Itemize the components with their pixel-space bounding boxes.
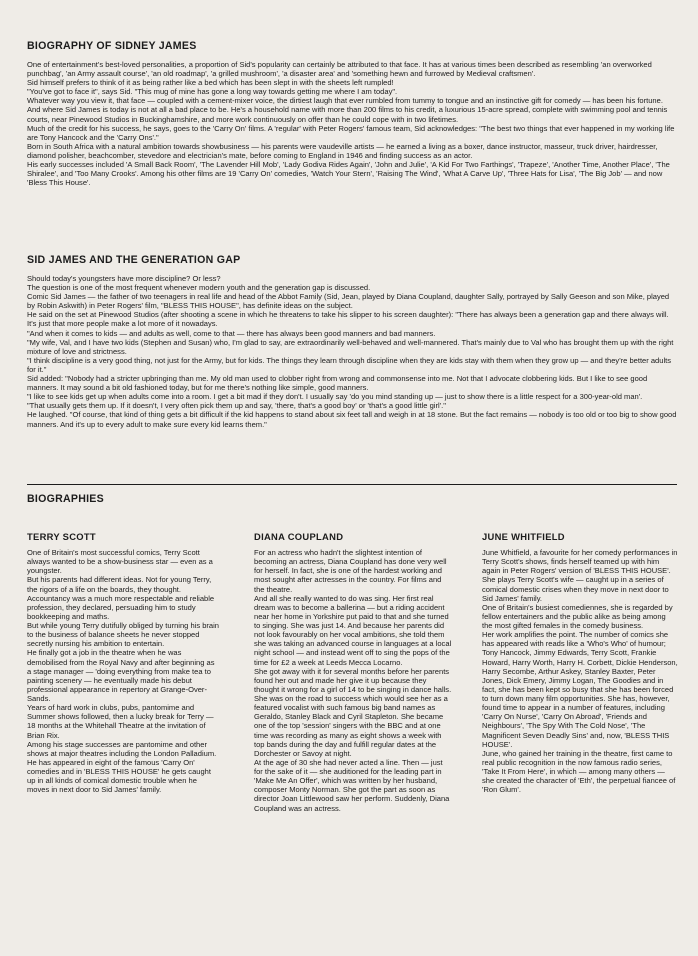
generation-gap-section xyxy=(27,254,677,429)
paragraph: For an actress who hadn't the slightest intention of becoming an actress, Diana Coupland has done very well for herself. In fact, she is one of the hardest working and most sought after actresses in the country. For films and the theatre. xyxy=(254,548,447,594)
biography-name: TERRY SCOTT xyxy=(27,531,96,542)
paragraph: She was on the road to success which would see her as a featured vocalist with such famous big band names as Geraldo, Stanley Black and Cyril Stapleton. She became one of the top 'session' singers with the BBC and at one time was recording as many as eight shows a week with top bands during the day and fulfill regular dates at the Dorchester or Savoy at night. xyxy=(254,694,448,758)
paragraph: Sid added: "Nobody had a stricter upbringing than me. My old man used to clobber right from wrong and commonsense into me. Not that I advocate clobbering kids. But I like to see good manners. It may sound a bit old fashioned today, but for me there's nothing like simple, good manners. xyxy=(27,374,648,393)
section-heading: BIOGRAPHY OF SIDNEY JAMES xyxy=(27,40,197,52)
section-heading: BIOGRAPHIES xyxy=(27,493,104,505)
paragraph: He said on the set at Pinewood Studios (after shooting a scene in which he threatens to take his slipper to his screen daughter): "There has always been a generation gap and there always will. It's just that more people make a lot more of it nowadays. xyxy=(27,310,669,329)
body-text xyxy=(27,274,677,429)
sid-james-biography-section xyxy=(27,40,677,187)
section-divider xyxy=(27,484,677,485)
paragraph: Should today's youngsters have more discipline? Or less? xyxy=(27,274,221,283)
paragraph: At the age of 30 she had never acted a line. Then — just for the sake of it — she auditioned for the leading part in 'Make Me An Offer', which was written by her husband, composer Monty Norman. She got the part as soon as director Joan Littlewood saw her perform. Suddenly, Diana Coupland was an actress. xyxy=(254,757,450,813)
paragraph: "You've got to face it", says Sid. "This mug of mine has gone a long way towards getting me where I am today". xyxy=(27,87,398,97)
paragraph: Her work amplifies the point. The number of comics she has appeared with reads like a 'Who's Who' of humour; Tony Hancock, Jimmy Edwards, Terry Scott, Frankie Howard, Harry Worth, Harry H. Corbett, Dickie Henderson, Harry Secombe, Arthur Askey, Stanley Baxter, Peter Jones, Dick Emery, Jimmy Logan, The Goodies and in fact, she has been kept so busy that she has been forced to turn down many film opportunities. She has, however, found time to appear in a number of features, including 'Carry On Nurse', 'Carry On Abroad', 'Friends and Neighbours', 'The Spy With The Cold Nose', 'The Magnificent Seven Deadly Sins' and, now, 'BLESS THIS HOUSE'. xyxy=(482,630,678,749)
june-whitfield-column xyxy=(482,531,678,794)
body-text xyxy=(27,60,677,187)
paragraph: "That usually gets them up. If it doesn't, I very often pick them up and say, 'there, that's a good boy' or 'that's a good little girl'." xyxy=(27,401,446,411)
paragraph: "I think discipline is a very good thing, not just for the Army, but for kids. The things they learn through discipline when they are kids stay with them when they grow up — and they're better adults for it." xyxy=(27,355,671,374)
paragraph: His early successes included 'A Small Back Room', 'The Lavender Hill Mob', 'Lady Godiva Rides Again', 'John and Julie', 'A Kid For Two Farthings', 'Trapeze', 'Another Time, Another Place', 'The Shiralee', and 'Too Many Crooks'. Among his other films are 19 'Carry On' comedies, 'Watch Your Stern', 'Raising The Wind', 'What A Carve Up', 'Three Hats for Lisa', 'The Big Job' — and now 'Bless This House'. xyxy=(27,160,670,188)
paragraph: "I like to see kids get up when adults come into a room. I get a bit mad if they don't. I usually say 'do you mind standing up — just to show there is a little respect for a 300-year-old man'. xyxy=(27,392,643,402)
paragraph: Years of hard work in clubs, pubs, pantomime and Summer shows followed, then a lucky break for Terry — 18 months at the Whitehall Theatre at the invitation of Brian Rix. xyxy=(27,703,214,740)
terry-scott-column xyxy=(27,531,220,794)
paragraph: "My wife, Val, and I have two kids (Stephen and Susan) who, I'm glad to say, are extraordinarily well-behaved and well-mannered. That's mainly due to Val who has brought them up with the right mixture of love and strictness. xyxy=(27,337,674,356)
paragraph: Whatever way you view it, that face — coupled with a cement-mixer voice, the dirtiest laugh that ever rumbled from tummy to tongue and an instinctive gift for comedy — has been his fortune. xyxy=(27,96,663,106)
paragraph: One of Britain's busiest comediennes, she is regarded by fellow entertainers and the public alike as being among the most gifted females in the comedy business. xyxy=(482,602,673,630)
paragraph: Much of the credit for his success, he says, goes to the 'Carry On' films. A 'regular' with Peter Rogers' famous team, Sid acknowledges: "The best two things that ever happened in my working life are Tony Hancock and the 'Carry Ons'." xyxy=(27,123,675,142)
paragraph: One of Britain's most successful comics, Terry Scott always wanted to be a show-business star — even as a youngster. xyxy=(27,548,213,576)
paragraph: He finally got a job in the theatre when he was demobilised from the Royal Navy and after beginning as a stage manager — 'doing everything from make tea to painting scenery — he eventually made his debut professional appearance in repertory at Grange-Over-Sands. xyxy=(27,648,215,703)
paragraph: June Whitfield, a favourite for her comedy performances in Terry Scott's shows, finds herself teamed up with him again in Peter Rogers' version of 'BLESS THIS HOUSE'. She plays Terry Scott's wife — caught up in a series of comical domestic crises when they move in next door to Sid James' family. xyxy=(482,548,678,603)
biography-name: JUNE WHITFIELD xyxy=(482,531,565,542)
paragraph: "And when it comes to kids — and adults as well, come to that — there has always been good manners and bad manners. xyxy=(27,328,436,338)
diana-coupland-column xyxy=(254,531,452,813)
paragraph: But while young Terry dutifully obliged by turning his brain to the business of balance sheets he never stopped secretly nursing his ambition to entertain. xyxy=(27,621,219,649)
paragraph: Born in South Africa with a natural ambition towards showbusiness — his parents were vaudeville artists — he earned a living as a boxer, dance instructor, masseur, truck driver, hairdresser, diamond polisher, beachcomber, stevedore and electrician's mate, before coming to England in 1946 and finding success as an actor. xyxy=(27,141,658,160)
paragraph: The question is one of the most frequent whenever modern youth and the generation gap is discussed. xyxy=(27,283,371,293)
paragraph: And where Sid James is today is not at all a bad place to be. He's a household name with more than 200 films to his credit, a luxurious 15-acre spread, complete with swimming pool and tennis courts, near Pinewood Studios in Buckinghamshire, and more work continuously on offer than he could cope with in two lifetimes. xyxy=(27,105,668,124)
paragraph: Sid himself prefers to think of it as being rather like a bed which has been slept in with the sheets left rumpled! xyxy=(27,78,394,88)
biography-name: DIANA COUPLAND xyxy=(254,531,344,542)
paragraph: Among his stage successes are pantomime and other shows at major theatres including the London Palladium. xyxy=(27,739,217,758)
paragraph: Comic Sid James — the father of two teenagers in real life and head of the Abbot Family (Sid, Jean, played by Diana Coupland, daughter Sally, portrayed by Sally Geeson and son Mike, played by Robin Askwith) in Peter Rogers' film, "BLESS THIS HOUSE", has definite ideas on the subject. xyxy=(27,292,670,311)
paragraph: She got away with it for several months before her parents found her out and made her give it up because they thought it wrong for a girl of 14 to be singing in dance halls. xyxy=(254,666,452,694)
biographies-section xyxy=(27,493,678,813)
paragraph: But his parents had different ideas. Not for young Terry, the rigors of a life on the boards, they thought. Accountancy was a much more respectable and reliable profession, they declared, persuading him to study bookkeeping and maths. xyxy=(27,575,215,621)
paragraph: June, who gained her training in the theatre, first came to real public recognition in the now famous radio series, 'Take It From Here', in which — among many others — she created the character of 'Eth', the perpetual fiancee of 'Ron Glum'. xyxy=(482,748,676,795)
paragraph: And all she really wanted to do was sing. Her first real dream was to become a ballerina — but a riding accident near her home in Yorkshire put paid to that and she turned to singing. She was just 14. And because her parents did not look favourably on her vocal ambitions, she told them she was taking an advanced course in languages at a local night school — and instead went off to sing the pops of the time for £2 a week at Leeds Mecca Locarno. xyxy=(254,593,452,667)
paragraph: One of entertainment's best-loved personalities, a proportion of Sid's popularity can certainly be attributed to that face. It has at various times been described as resembling 'an overworked punchbag', 'an Army assault course', 'an old roadmap', 'a grilled mushroom', 'a disaster area' and 'something hewn and furrowed by Medieval craftsmen'. xyxy=(27,60,652,79)
paragraph: He has appeared in eight of the famous 'Carry On' comedies and in 'BLESS THIS HOUSE' he gets caught up in all kinds of comical domestic trouble when he moves in next door to Sid James' family. xyxy=(27,757,211,795)
paragraph: He laughed. "Of course, that kind of thing gets a bit difficult if the kid happens to stand about six feet tall and weigh in at 18 stone. But the fact remains — nobody is too old or too big to show good manners. And it's up to every adult to make sure every kid learns them." xyxy=(27,410,677,429)
section-heading: SID JAMES AND THE GENERATION GAP xyxy=(27,254,241,266)
